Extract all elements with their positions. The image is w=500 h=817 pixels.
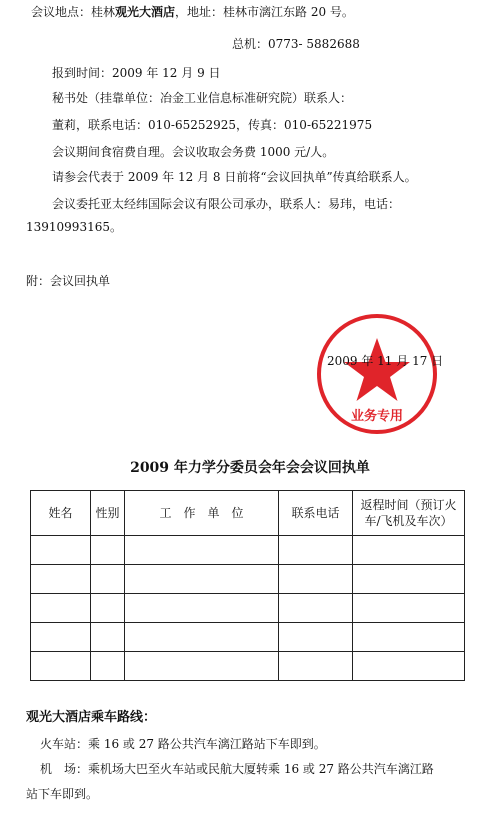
table-cell[interactable] (353, 652, 465, 681)
table-cell[interactable] (125, 565, 279, 594)
table-row (31, 623, 465, 652)
table-row (31, 565, 465, 594)
table-cell[interactable] (91, 652, 125, 681)
table-cell[interactable] (353, 536, 465, 565)
seal-star-icon (344, 338, 410, 401)
switchboard-line: 总机：0773- 5882688 (232, 37, 360, 51)
route-airport: 机 场：乘机场大巴至火车站或民航大厦转乘 16 或 27 路公共汽车漓江路 (40, 762, 434, 776)
table-cell[interactable] (353, 623, 465, 652)
route-train: 火车站：乘 16 或 27 路公共汽车漓江路站下车即到。 (40, 737, 326, 751)
contact-line: 董莉，联系电话：010-65252925，传真：010-65221975 (52, 118, 373, 132)
table-cell[interactable] (279, 652, 353, 681)
table-cell[interactable] (31, 594, 91, 623)
header-phone: 联系电话 (279, 491, 353, 536)
venue-address: ，地址：桂林市漓江东路 20 号。 (175, 5, 354, 19)
table-row (31, 652, 465, 681)
official-seal (313, 310, 444, 438)
header-gender: 性别 (91, 491, 125, 536)
table-cell[interactable] (31, 652, 91, 681)
table-cell[interactable] (91, 565, 125, 594)
table-cell[interactable] (279, 623, 353, 652)
table-cell[interactable] (125, 536, 279, 565)
table-cell[interactable] (91, 536, 125, 565)
receipt-header-row (31, 491, 465, 536)
receipt-title: 2009 年力学分委员会年会会议回执单 (130, 460, 370, 476)
table-cell[interactable] (91, 623, 125, 652)
attachment-line: 附：会议回执单 (26, 274, 111, 288)
venue-label: 会议地点：桂林 (31, 5, 116, 19)
table-cell[interactable] (125, 594, 279, 623)
table-cell[interactable] (125, 623, 279, 652)
table-cell[interactable] (31, 536, 91, 565)
table-cell[interactable] (353, 565, 465, 594)
table-cell[interactable] (279, 565, 353, 594)
header-return-time: 返程时间（预订火车/飞机及车次） (353, 491, 465, 536)
venue-line (31, 4, 354, 20)
seal-text: 业务专用 (350, 409, 404, 424)
table-cell[interactable] (279, 536, 353, 565)
seal-date: 2009 年 11 月 17 日 (327, 354, 444, 368)
table-cell[interactable] (31, 623, 91, 652)
organizer-line: 会议委托亚太经纬国际会议有限公司承办，联系人：易玮，电话： (52, 197, 401, 211)
table-row (31, 594, 465, 623)
organizer-phone-line: 13910993165。 (26, 220, 122, 234)
table-cell[interactable] (31, 565, 91, 594)
receipt-table (30, 490, 465, 681)
fax-request-line: 请参会代表于 2009 年 12 月 8 日前将“会议回执单”传真给联系人。 (52, 170, 417, 184)
table-cell[interactable] (125, 652, 279, 681)
venue-hotel: 观光大酒店 (115, 5, 176, 19)
route-airport-cont: 站下车即到。 (26, 787, 99, 801)
route-heading: 观光大酒店乘车路线： (26, 710, 157, 725)
table-cell[interactable] (279, 594, 353, 623)
header-workplace: 工 作 单 位 (125, 491, 279, 536)
table-cell[interactable] (353, 594, 465, 623)
registration-line: 报到时间：2009 年 12 月 9 日 (52, 66, 221, 80)
table-cell[interactable] (91, 594, 125, 623)
table-row (31, 536, 465, 565)
secretariat-line: 秘书处（挂靠单位：冶金工业信息标准研究院）联系人： (52, 91, 353, 105)
header-name: 姓名 (31, 491, 91, 536)
fees-line: 会议期间食宿费自理。会议收取会务费 1000 元/人。 (52, 145, 335, 159)
